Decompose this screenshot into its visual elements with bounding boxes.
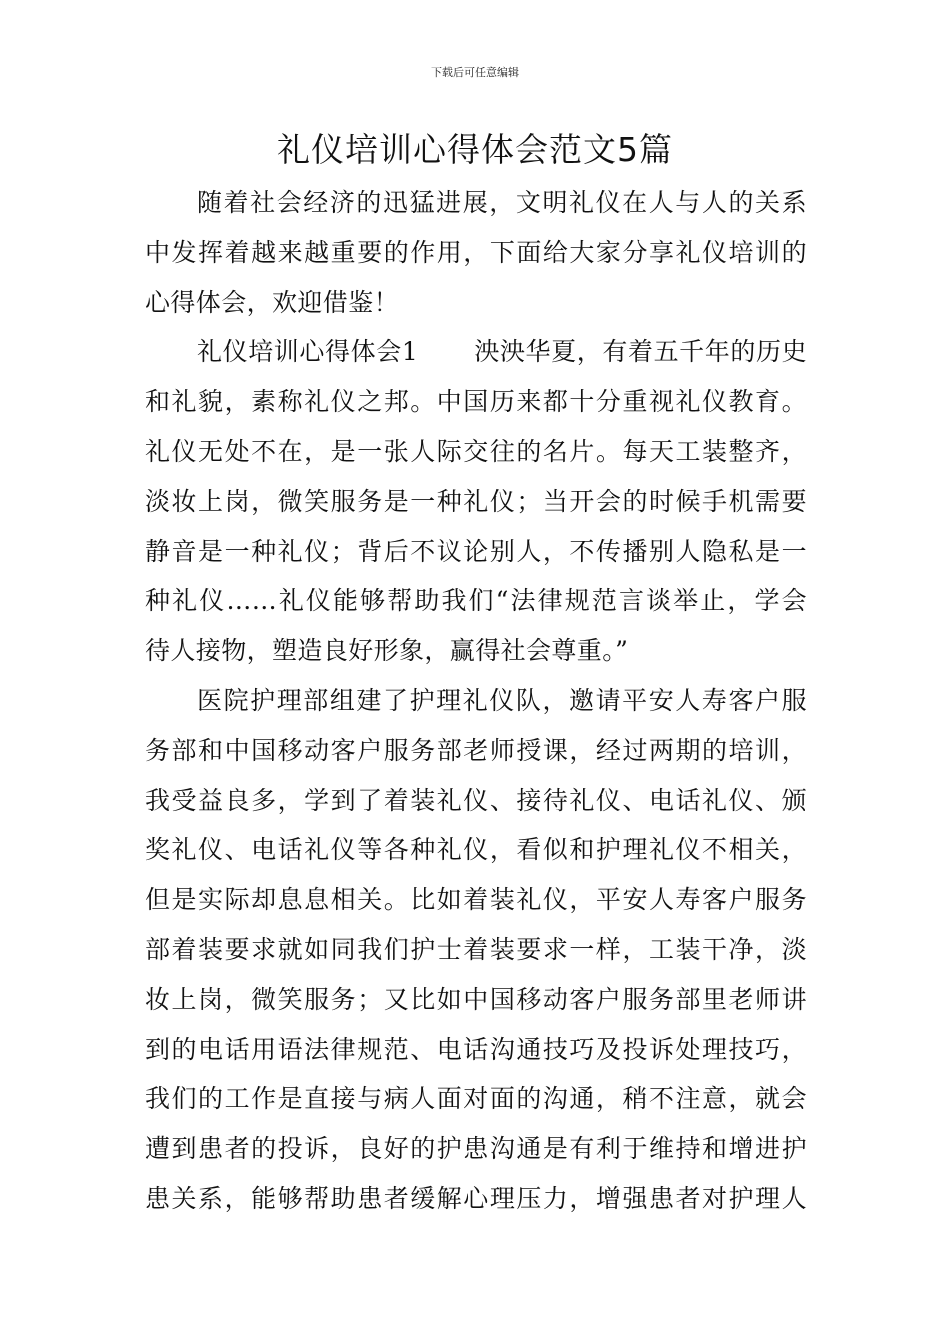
paragraph-1-line-1: 随着社会经济的迅猛进展，文明礼仪在人与人的关系 — [197, 188, 807, 217]
paragraph-3-line-6: 部着装要求就如同我们护士着装要求一样，工装干净，淡 — [145, 934, 807, 964]
section-label: 礼仪培训心得体会1 — [197, 337, 419, 367]
paragraph-2-line-2: 和礼貌，素称礼仪之邦。中国历来都十分重视礼仪教育。 — [145, 387, 807, 417]
paragraph-2-line-1-text: 泱泱华夏，有着五千年的历史 — [474, 337, 807, 367]
paragraph-3-line-10: 遭到患者的投诉，良好的护患沟通是有利于维持和增进护 — [145, 1134, 807, 1164]
paragraph-3-line-5: 但是实际却息息相关。比如着装礼仪，平安人寿客户服务 — [145, 885, 807, 915]
paragraph-3-line-4: 奖礼仪、电话礼仪等各种礼仪，看似和护理礼仪不相关， — [145, 835, 807, 865]
paragraph-3-line-11: 患关系，能够帮助患者缓解心理压力，增强患者对护理人 — [145, 1183, 807, 1213]
paragraph-3-line-3: 我受益良多，学到了着装礼仪、接待礼仪、电话礼仪、颁 — [145, 785, 807, 815]
paragraph-1-line-2: 中发挥着越来越重要的作用，下面给大家分享礼仪培训的 — [145, 237, 807, 267]
page-title: 礼仪培训心得体会范文5篇 — [277, 130, 673, 169]
paragraph-1-line-3: 心得体会，欢迎借鉴！ — [145, 287, 400, 317]
paragraph-2-line-5: 静音是一种礼仪；背后不议论别人，不传播别人隐私是一 — [145, 536, 807, 566]
paragraph-2-line-7: 待人接物，塑造良好形象，赢得社会尊重。” — [145, 636, 629, 666]
document-body — [145, 178, 807, 1224]
paragraph-3-line-2: 务部和中国移动客户服务部老师授课，经过两期的培训， — [145, 735, 807, 765]
paragraph-3-line-8: 到的电话用语法律规范、电话沟通技巧及投诉处理技巧， — [145, 1034, 807, 1064]
paragraph-2-line-1 — [145, 327, 807, 377]
paragraph-3-line-9: 我们的工作是直接与病人面对面的沟通，稍不注意，就会 — [145, 1084, 807, 1114]
paragraph-2-line-4: 淡妆上岗，微笑服务是一种礼仪；当开会的时候手机需要 — [145, 486, 807, 516]
paragraph-2-line-3: 礼仪无处不在，是一张人际交往的名片。每天工装整齐， — [145, 436, 807, 466]
paragraph-3-line-1: 医院护理部组建了护理礼仪队，邀请平安人寿客户服 — [197, 685, 807, 715]
paragraph-2-line-6: 种礼仪……礼仪能够帮助我们“法律规范言谈举止，学会 — [145, 586, 807, 616]
paragraph-3-line-7: 妆上岗，微笑服务；又比如中国移动客户服务部里老师讲 — [145, 984, 807, 1014]
header-note: 下载后可任意编辑 — [431, 66, 519, 79]
